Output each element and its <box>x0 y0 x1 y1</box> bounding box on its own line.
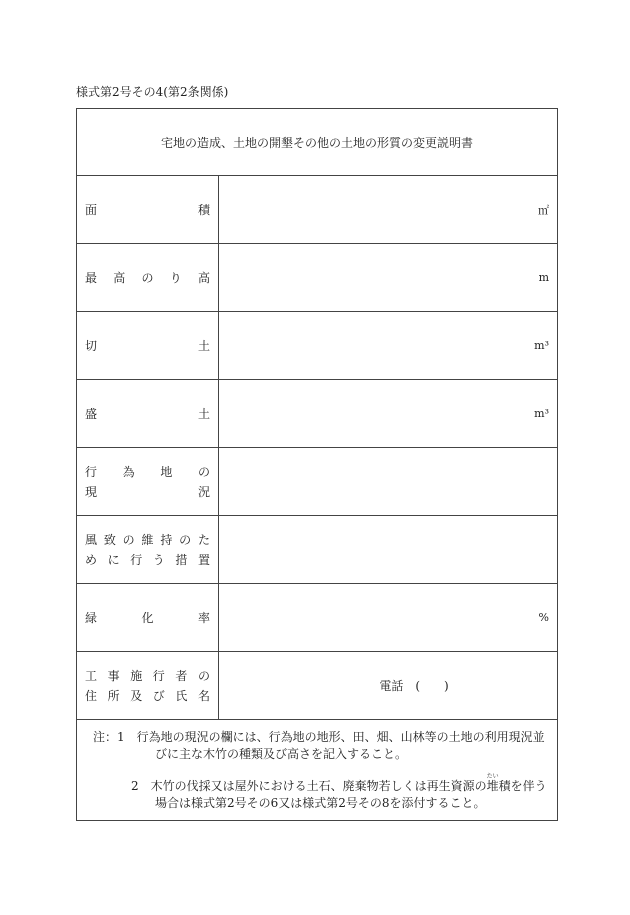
unit-label: ㎡ <box>538 203 549 217</box>
note-2-number: 2 <box>131 778 151 793</box>
note-1 <box>93 729 551 763</box>
form-row <box>77 380 558 448</box>
label-line <box>85 336 210 356</box>
form-row <box>77 176 558 244</box>
unit-label: m³ <box>534 407 549 420</box>
label-line <box>85 268 210 288</box>
label-char: め <box>85 552 98 567</box>
label-char: 措 <box>175 552 188 567</box>
label-line <box>85 482 210 502</box>
label-line <box>85 530 210 550</box>
ruby-reading: たい <box>486 772 499 780</box>
label-char: 緑 <box>85 610 98 625</box>
row-value-field[interactable] <box>219 584 558 652</box>
ruby-base: 堆 <box>486 778 499 793</box>
label-char: 況 <box>197 484 210 499</box>
form-row <box>77 312 558 380</box>
label-char: 盛 <box>85 406 98 421</box>
label-char: 率 <box>197 610 210 625</box>
label-char: う <box>152 552 165 567</box>
label-char: 高 <box>197 270 210 285</box>
label-line <box>85 404 210 424</box>
label-char: の <box>197 464 210 479</box>
label-char: 致 <box>103 532 116 547</box>
form-row <box>77 448 558 516</box>
note-2-text-a: 木竹の伐採又は屋外における土石、廃棄物若しくは再生資源の <box>150 778 487 793</box>
label-char: び <box>152 688 165 703</box>
label-char: 面 <box>85 202 98 217</box>
row-label <box>77 244 219 312</box>
label-char: 者 <box>175 668 188 683</box>
row-value-field[interactable] <box>219 244 558 312</box>
label-line <box>85 608 210 628</box>
note-2 <box>107 773 551 812</box>
label-char: の <box>179 532 192 547</box>
label-char: 現 <box>85 484 98 499</box>
label-char: 為 <box>122 464 135 479</box>
label-char: 風 <box>85 532 98 547</box>
label-char: の <box>197 668 210 683</box>
label-char: た <box>197 532 210 547</box>
form-row <box>77 244 558 312</box>
label-char: 積 <box>197 202 210 217</box>
notes <box>77 720 558 821</box>
label-line <box>85 200 210 220</box>
label-char: 化 <box>141 610 154 625</box>
label-line <box>85 686 210 706</box>
label-char: 住 <box>85 688 98 703</box>
row-value-field[interactable] <box>219 652 558 720</box>
unit-label: m³ <box>534 339 549 352</box>
label-char: 地 <box>160 464 173 479</box>
label-char: 事 <box>107 668 120 683</box>
row-value-field[interactable] <box>219 516 558 584</box>
label-char: 土 <box>197 338 210 353</box>
note-2-text-b: 積を伴う場合は様式第2号その6又は様式第2号その8を添付すること。 <box>155 778 547 810</box>
label-char: に <box>107 552 120 567</box>
label-char: 氏 <box>175 688 188 703</box>
label-char: の <box>141 270 154 285</box>
unit-label: m <box>538 271 549 284</box>
label-char: 施 <box>130 668 143 683</box>
label-char: 行 <box>152 668 165 683</box>
label-char: 置 <box>197 552 210 567</box>
label-char: 持 <box>160 532 173 547</box>
label-line <box>85 666 210 686</box>
label-line <box>85 462 210 482</box>
label-char: 切 <box>85 338 98 353</box>
row-label <box>77 176 219 244</box>
note-prefix: 注：1 <box>93 729 137 744</box>
unit-label: % <box>538 611 549 624</box>
row-value-field[interactable] <box>219 380 558 448</box>
unit-label: 電話 ( ) <box>379 679 449 693</box>
row-label <box>77 516 219 584</box>
row-value-field[interactable] <box>219 312 558 380</box>
row-label <box>77 448 219 516</box>
form-row <box>77 516 558 584</box>
row-label <box>77 652 219 720</box>
note-1-text: 行為地の現況の欄には、行為地の地形、田、畑、山林等の土地の利用現況並びに主な木竹の種類及び高さを記入すること。 <box>136 729 545 761</box>
row-label <box>77 312 219 380</box>
label-char: 行 <box>85 464 98 479</box>
label-char: 維 <box>141 532 154 547</box>
label-char: 工 <box>85 668 98 683</box>
label-char: 及 <box>130 688 143 703</box>
row-label <box>77 584 219 652</box>
form-number: 様式第2号その4(第2条関係) <box>76 85 229 99</box>
label-char: 名 <box>197 688 210 703</box>
form-table <box>76 108 558 821</box>
label-char: 行 <box>130 552 143 567</box>
form-row <box>77 584 558 652</box>
form-title: 宅地の造成、土地の開墾その他の土地の形質の変更説明書 <box>77 109 558 176</box>
ruby-word <box>486 772 499 793</box>
row-value-field[interactable] <box>219 176 558 244</box>
form-row <box>77 652 558 720</box>
label-char: 最 <box>85 270 98 285</box>
label-line <box>85 550 210 570</box>
label-char: 所 <box>107 688 120 703</box>
label-char: 土 <box>197 406 210 421</box>
label-char: り <box>169 270 182 285</box>
label-char: 高 <box>113 270 126 285</box>
label-char: の <box>122 532 135 547</box>
row-label <box>77 380 219 448</box>
row-value-field[interactable] <box>219 448 558 516</box>
